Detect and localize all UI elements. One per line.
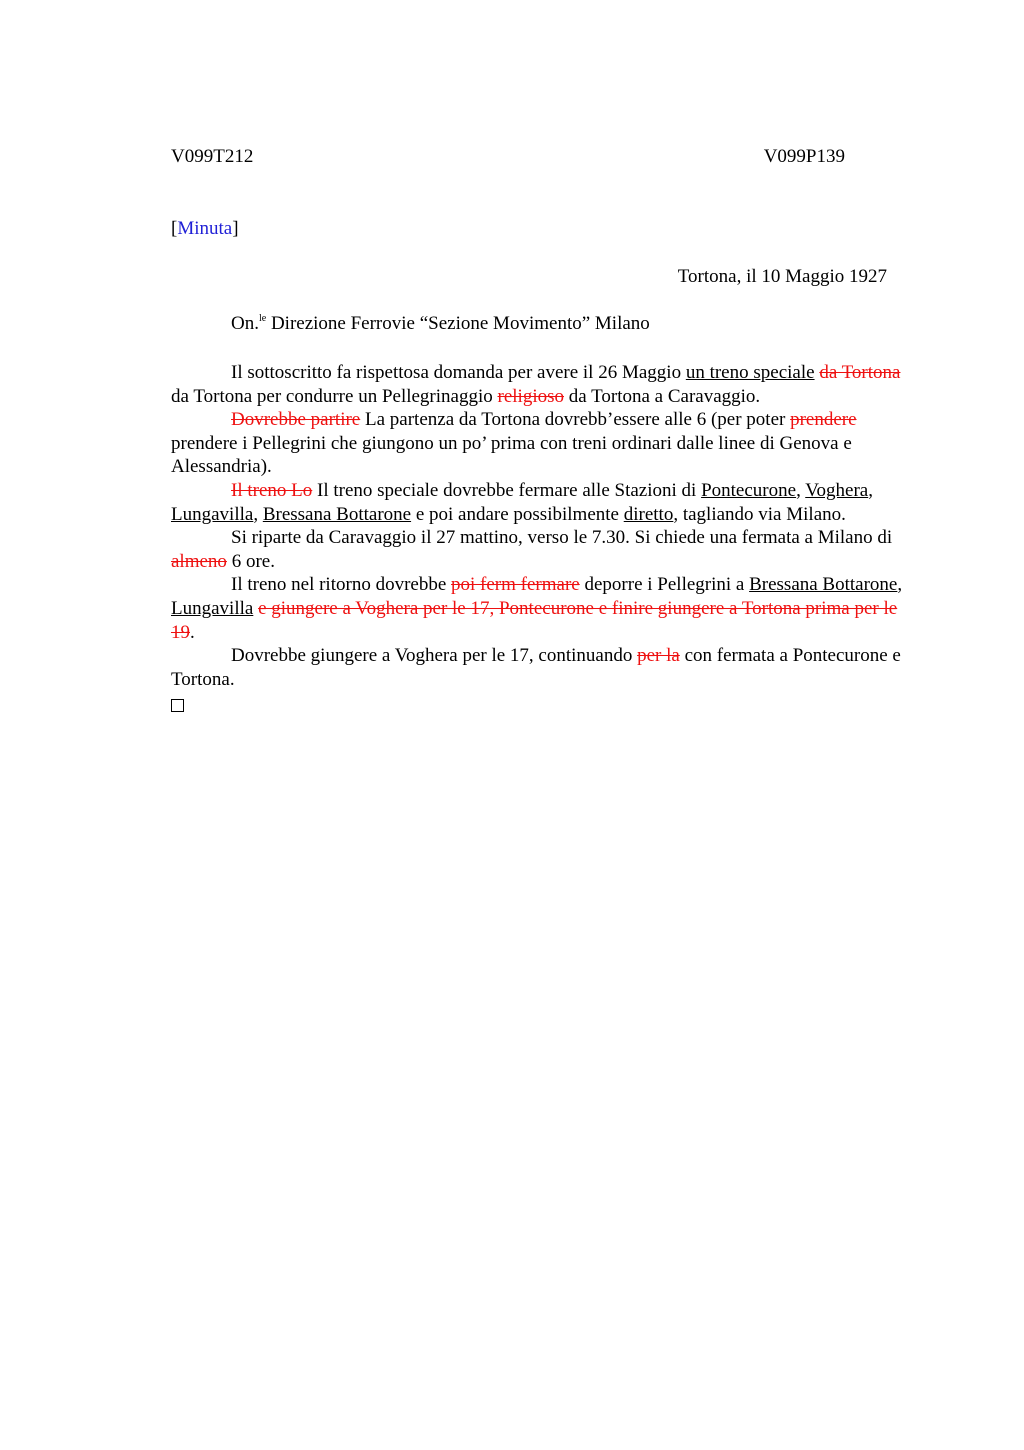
underlined-text: Lungavilla [171, 597, 254, 619]
paragraph [171, 644, 917, 691]
addressee-line [231, 313, 650, 335]
underlined-text: Voghera [805, 479, 869, 501]
addressee-superscript: le [258, 313, 267, 324]
text-run: prendere i Pellegrini che giungono un po’ prima con treni ordinari dalle linee di Genova e Alessandria). [171, 432, 852, 478]
deleted-text: poi ferm fermare [451, 574, 580, 596]
end-marker [171, 691, 917, 719]
paragraph [171, 479, 917, 526]
close-bracket: ] [232, 218, 239, 239]
text-run: , [897, 574, 903, 596]
paragraph [171, 526, 917, 573]
text-run: Il sottoscritto fa rispettosa domanda per avere il 26 Maggio [231, 362, 686, 383]
document-codes [171, 146, 845, 170]
addressee-rest: Direzione Ferrovie “Sezione Movimento” Milano [266, 313, 650, 334]
deleted-text: da Tortona [819, 362, 901, 383]
minuta-label [171, 218, 239, 240]
text-run: deporre i Pellegrini a [579, 574, 750, 596]
text-run: , tagliando via Milano. [673, 503, 846, 525]
text-run: Il treno speciale dovrebbe fermare alle Stazioni di [312, 479, 702, 501]
code-left: V099T212 [171, 146, 254, 167]
code-right: V099P139 [763, 146, 845, 167]
deleted-text: almeno [171, 550, 227, 572]
paragraph [171, 573, 917, 644]
square-outline-icon [171, 699, 184, 712]
text-run: e poi andare possibilmente [411, 503, 624, 525]
deleted-text: religioso [497, 385, 564, 407]
text-run: La partenza da Tortona dovrebb’essere alle 6 (per poter [360, 409, 791, 431]
text-run: 6 ore. [226, 550, 275, 572]
open-bracket: [ [171, 218, 178, 239]
text-run: Dovrebbe giungere a Voghera per le 17, continuando [231, 645, 638, 667]
text-run: , [868, 479, 873, 501]
date-line: Tortona, il 10 Maggio 1927 [677, 266, 887, 287]
text-run: , [253, 503, 263, 525]
underlined-text: un treno speciale [685, 362, 815, 383]
underlined-text: Bressana Bottarone [749, 574, 898, 596]
document-page [171, 0, 921, 1450]
paragraph [171, 408, 917, 479]
paragraph [171, 361, 917, 408]
text-run: da Tortona a Caravaggio. [564, 385, 761, 407]
text-run: , [796, 479, 806, 501]
text-run: Si riparte da Caravaggio il 27 mattino, verso le 7.30. Si chiede una fermata a Milano di [231, 527, 893, 549]
underlined-text: Pontecurone [701, 479, 797, 501]
underlined-text: diretto [623, 503, 674, 525]
deleted-text: prendere [790, 409, 857, 431]
text-run: con fermata a Pontecurone e Tortona. [171, 645, 901, 690]
minuta-text: Minuta [177, 218, 233, 239]
underlined-text: Lungavilla [171, 503, 254, 525]
text-run: Il treno nel ritorno dovrebbe [231, 574, 452, 596]
text-run: da Tortona per condurre un Pellegrinaggio [171, 385, 498, 407]
deleted-text: e giungere a Voghera per le 17, Pontecurone e finire giungere a Tortona prima per le 19 [171, 597, 898, 643]
text-run: . [190, 621, 195, 643]
deleted-text: per la [637, 645, 680, 667]
addressee-prefix: On. [231, 313, 259, 334]
underlined-text: Bressana Bottarone [262, 503, 412, 525]
deleted-text: Dovrebbe partire [231, 409, 361, 431]
deleted-text: Il treno Lo [231, 479, 313, 501]
letter-body [171, 361, 917, 719]
